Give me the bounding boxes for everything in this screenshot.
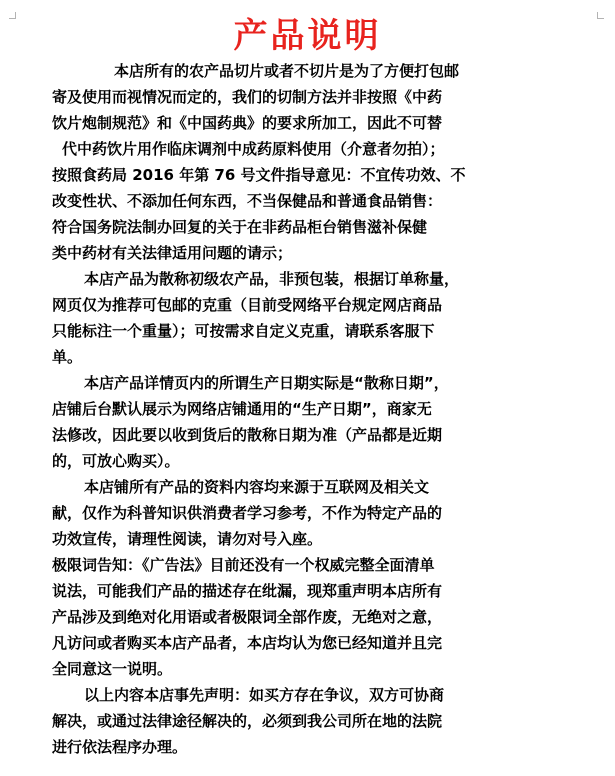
- text-line: 饮片炮制规范》和《中国药典》的要求所加工，因此不可替: [52, 114, 443, 132]
- document-body: [52, 58, 572, 760]
- text-line: 本店产品详情页内的所谓生产日期实际是“散称日期”，: [84, 374, 449, 392]
- text-line: 法修改，因此要以收到货后的散称日期为准（产品都是近期: [52, 426, 443, 444]
- text-line: 本店产品为散称初级农产品，非预包装，根据订单称量，: [84, 270, 460, 288]
- text-line: 的，可放心购买）。: [52, 452, 180, 470]
- text-line: 产品涉及到绝对化用语或者极限词全部作废，无绝对之意，: [52, 608, 443, 626]
- text-line: 功效宣传，请理性阅读，请勿对号入座。: [52, 530, 323, 548]
- page-title: 产品说明: [233, 16, 382, 56]
- text-line: 本店所有的农产品切片或者不切片是为了方便打包邮: [114, 62, 460, 80]
- text-line: 全同意这一说明。: [52, 660, 173, 678]
- text-line: 改变性状、不添加任何东西，不当保健品和普通食品销售：: [52, 192, 443, 210]
- text-line: 凡访问或者购买本店产品者，本店均认为您已经知道并且完: [52, 634, 443, 652]
- text-line: 献，仅作为科普知识供消费者学习参考，不作为特定产品的: [52, 504, 443, 522]
- text-line: 代中药饮片用作临床调剂中成药原料使用（介意者勿拍）；: [62, 140, 445, 158]
- text-line: 符合国务院法制办回复的关于在非药品柜台销售滋补保健: [52, 218, 428, 236]
- text-line: 单。: [52, 348, 83, 366]
- text-line: 进行依法程序办理。: [52, 738, 188, 756]
- text-line: 以上内容本店事先声明：如买方存在争议，双方可协商: [84, 686, 445, 704]
- text-line: 按照食药局 2016 年第 76 号文件指导意见：不宜传功效、不: [52, 166, 466, 184]
- text-line: 类中药材有关法律适用问题的请示；: [52, 244, 293, 262]
- text-line: 极限词告知：《广告法》目前还没有一个权威完整全面清单: [52, 556, 435, 574]
- text-line: 只能标注一个重量）；可按需求自定义克重，请联系客服下: [52, 322, 435, 340]
- text-line: 说法，可能我们产品的描述存在纰漏，现郑重声明本店所有: [52, 582, 443, 600]
- text-line: 解决，或通过法律途径解决的，必须到我公司所在地的法院: [52, 712, 443, 730]
- text-line: 寄及使用而视情况而定的，我们的切制方法并非按照《中药: [52, 88, 443, 106]
- text-line: 本店铺所有产品的资料内容均来源于互联网及相关文: [84, 478, 430, 496]
- text-line: 网页仅为推荐可包邮的克重（目前受网络平台规定网店商品: [52, 296, 443, 314]
- text-line: 店铺后台默认展示为网络店铺通用的“生产日期”，商家无: [52, 400, 432, 418]
